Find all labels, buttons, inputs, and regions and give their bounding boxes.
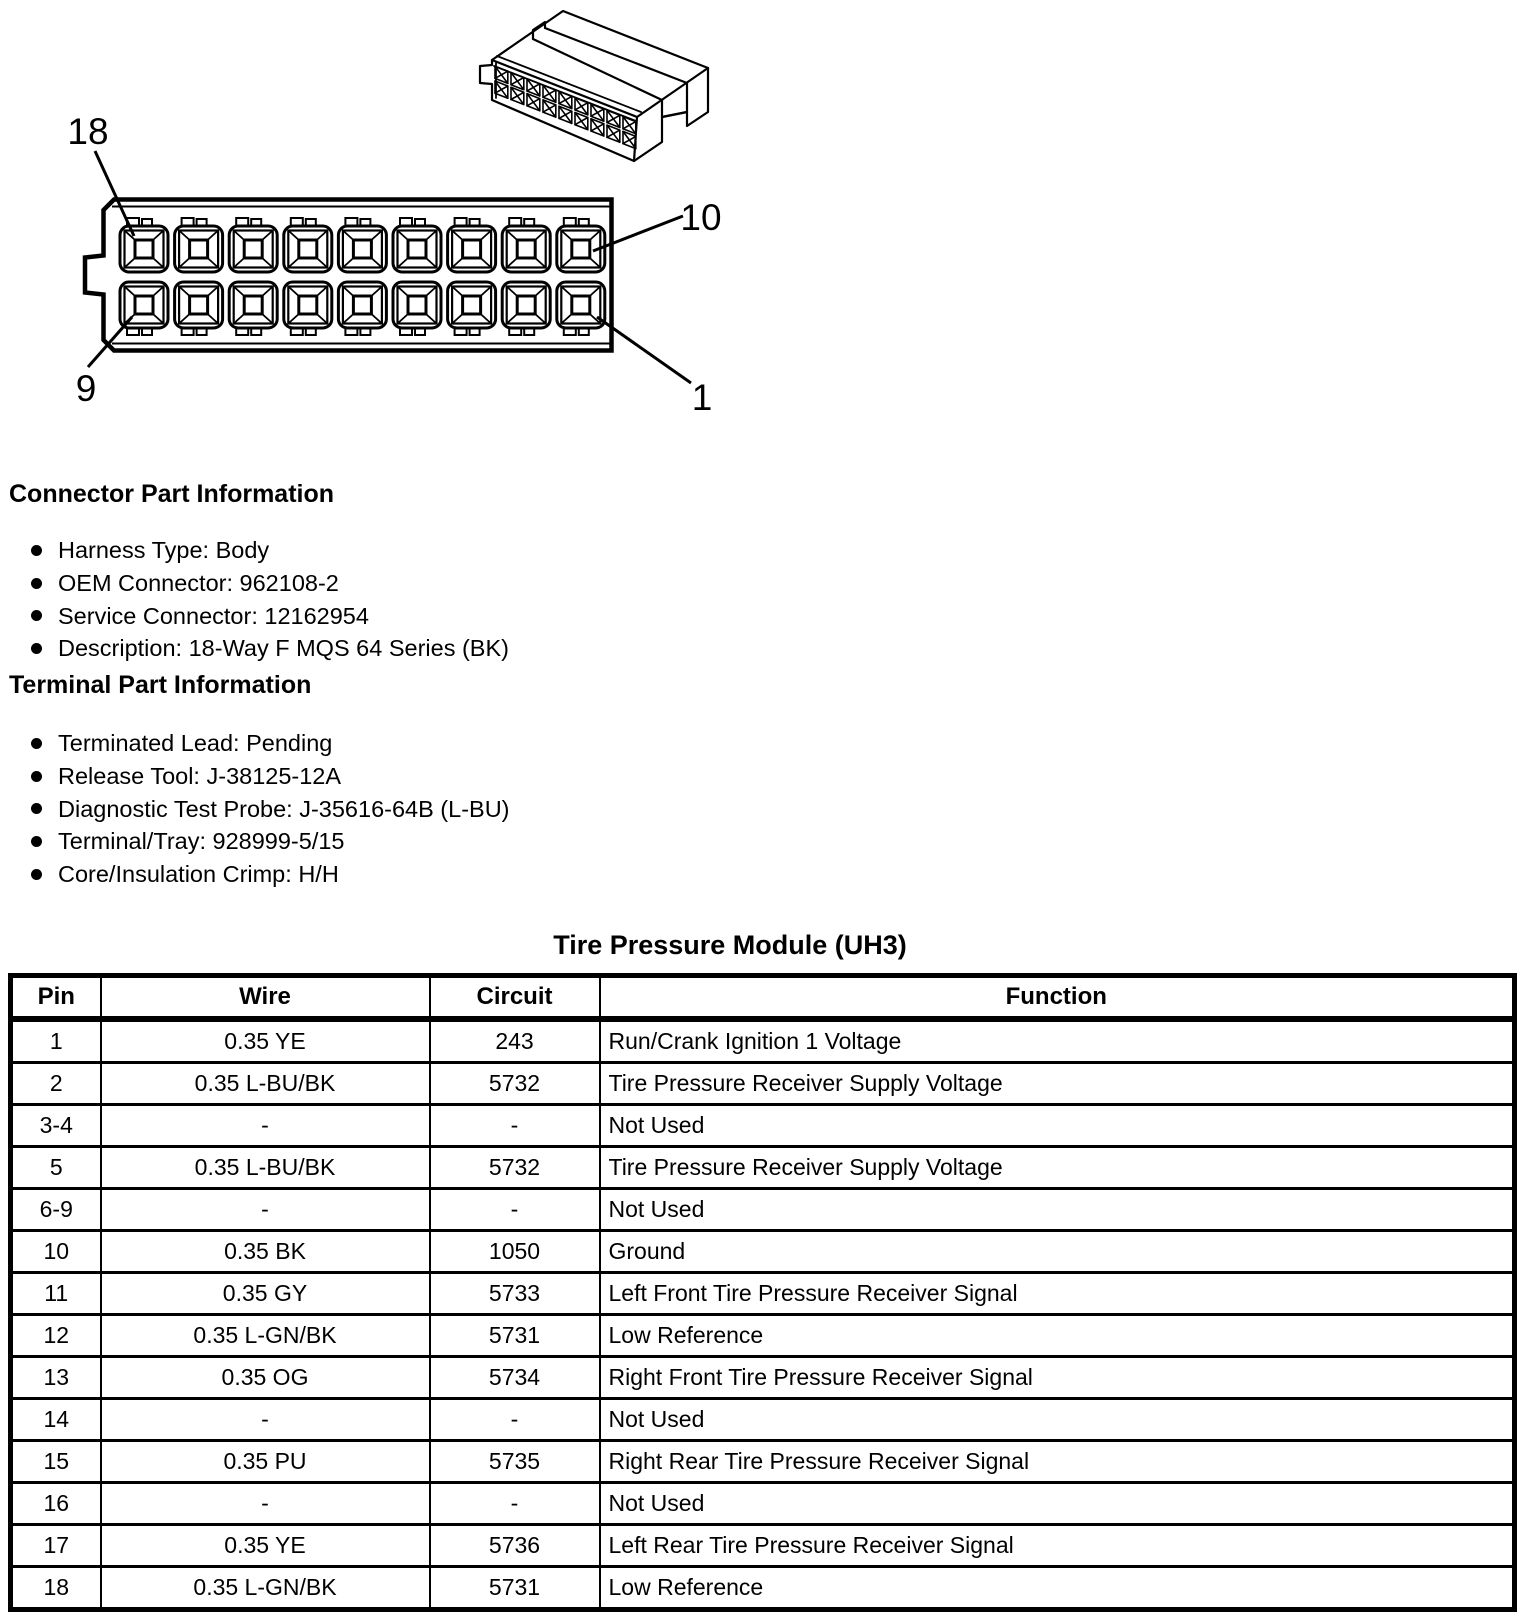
cell-circuit: 5731 [430, 1567, 600, 1610]
table-row [11, 1399, 1515, 1441]
info-bullet-item [0, 858, 760, 891]
info-bullet-item [0, 727, 760, 760]
cell-circuit: 5735 [430, 1441, 600, 1483]
cell-wire: - [101, 1399, 430, 1441]
connector-cavity [502, 218, 550, 272]
cell-wire: - [101, 1189, 430, 1231]
cell-wire: 0.35 GY [101, 1273, 430, 1315]
cell-pin: 5 [11, 1147, 101, 1189]
connector-cavity [175, 282, 223, 335]
cell-function: Run/Crank Ignition 1 Voltage [600, 1019, 1515, 1063]
info-bullet-item [0, 825, 760, 858]
cell-wire: 0.35 L-BU/BK [101, 1147, 430, 1189]
bullet-dot [31, 836, 42, 847]
pin-label-9: 9 [75, 368, 97, 409]
table-row [11, 1063, 1515, 1105]
terminal-info-list [0, 727, 760, 891]
cell-circuit: 5732 [430, 1147, 600, 1189]
cell-wire: 0.35 L-GN/BK [101, 1315, 430, 1357]
terminal-info-heading: Terminal Part Information [9, 671, 312, 699]
bullet-dot [31, 803, 42, 814]
cell-function: Not Used [600, 1483, 1515, 1525]
table-title: Tire Pressure Module (UH3) [553, 930, 907, 960]
cell-circuit: 5733 [430, 1273, 600, 1315]
cell-pin: 13 [11, 1357, 101, 1399]
cell-pin: 2 [11, 1063, 101, 1105]
cell-function: Low Reference [600, 1315, 1515, 1357]
header-circuit: Circuit [430, 976, 600, 1020]
cell-wire: 0.35 PU [101, 1441, 430, 1483]
info-bullet-item [0, 600, 760, 633]
connector-3d-view [480, 11, 708, 161]
cell-circuit: 5734 [430, 1357, 600, 1399]
cell-pin: 15 [11, 1441, 101, 1483]
cell-circuit: 5732 [430, 1063, 600, 1105]
table-header-row [11, 976, 1515, 1020]
cell-circuit: 1050 [430, 1231, 600, 1273]
bullet-text: Terminated Lead: Pending [58, 730, 333, 756]
info-bullet-item [0, 760, 760, 793]
cell-wire: - [101, 1483, 430, 1525]
bullet-text: OEM Connector: 962108-2 [58, 569, 339, 596]
cell-pin: 6-9 [11, 1189, 101, 1231]
cell-circuit: 5736 [430, 1525, 600, 1567]
cell-function: Tire Pressure Receiver Supply Voltage [600, 1147, 1515, 1189]
connector-cavity [229, 218, 277, 272]
bullet-dot [31, 738, 42, 749]
cell-wire: 0.35 YE [101, 1019, 430, 1063]
cell-function: Tire Pressure Receiver Supply Voltage [600, 1063, 1515, 1105]
connector-cavity [175, 218, 223, 272]
cell-function: Ground [600, 1231, 1515, 1273]
connector-info-heading: Connector Part Information [9, 480, 335, 508]
info-bullet-item [0, 632, 760, 665]
connector-cavity [120, 218, 168, 272]
table-row [11, 1273, 1515, 1315]
connector-info-list [0, 534, 760, 665]
connector-front-view [85, 151, 691, 383]
cell-circuit: 5731 [430, 1315, 600, 1357]
cell-function: Left Rear Tire Pressure Receiver Signal [600, 1525, 1515, 1567]
info-bullet-item [0, 793, 760, 826]
info-bullet-item [0, 534, 760, 567]
table-row [11, 1231, 1515, 1273]
connector-cavity [284, 218, 332, 272]
cell-function: Not Used [600, 1105, 1515, 1147]
table-row [11, 1147, 1515, 1189]
cell-pin: 18 [11, 1567, 101, 1610]
pin-label-10: 10 [680, 197, 722, 238]
header-wire: Wire [101, 976, 430, 1020]
cell-pin: 11 [11, 1273, 101, 1315]
table-row [11, 1483, 1515, 1525]
bullet-dot [31, 643, 42, 654]
connector-cavity [393, 282, 441, 335]
connector-figure [0, 0, 760, 440]
cell-circuit: - [430, 1189, 600, 1231]
connector-cavity [557, 282, 605, 335]
cell-circuit: - [430, 1105, 600, 1147]
cell-circuit: - [430, 1399, 600, 1441]
cell-function: Not Used [600, 1399, 1515, 1441]
cell-circuit: - [430, 1483, 600, 1525]
bullet-text: Description: 18-Way F MQS 64 Series (BK) [58, 635, 509, 662]
cell-wire: - [101, 1105, 430, 1147]
cell-function: Low Reference [600, 1567, 1515, 1610]
bullet-dot [31, 869, 42, 880]
cell-function: Right Front Tire Pressure Receiver Signal [600, 1357, 1515, 1399]
connector-cavity [229, 282, 277, 335]
header-function: Function [600, 976, 1515, 1020]
cell-pin: 14 [11, 1399, 101, 1441]
connector-cavity [338, 282, 386, 335]
cell-wire: 0.35 BK [101, 1231, 430, 1273]
connector-cavity [338, 218, 386, 272]
bullet-dot [31, 545, 42, 556]
cell-pin: 3-4 [11, 1105, 101, 1147]
table-row [11, 1525, 1515, 1567]
pin-label-1: 1 [691, 377, 713, 418]
connector-cavity [502, 282, 550, 335]
bullet-dot [31, 578, 42, 589]
info-bullet-item [0, 567, 760, 600]
cell-wire: 0.35 YE [101, 1525, 430, 1567]
connector-cavity [557, 218, 605, 272]
cell-wire: 0.35 L-BU/BK [101, 1063, 430, 1105]
cell-pin: 10 [11, 1231, 101, 1273]
cell-pin: 16 [11, 1483, 101, 1525]
bullet-text: Release Tool: J-38125-12A [58, 762, 342, 789]
table-row [11, 1189, 1515, 1231]
connector-cavity [448, 218, 496, 272]
bullet-dot [31, 610, 42, 621]
bullet-text: Terminal/Tray: 928999-5/15 [58, 828, 345, 855]
cell-pin: 12 [11, 1315, 101, 1357]
connector-cavity [393, 218, 441, 272]
cell-function: Left Front Tire Pressure Receiver Signal [600, 1273, 1515, 1315]
cell-function: Right Rear Tire Pressure Receiver Signal [600, 1441, 1515, 1483]
cell-wire: 0.35 L-GN/BK [101, 1567, 430, 1610]
cell-circuit: 243 [430, 1019, 600, 1063]
bullet-dot [31, 771, 42, 782]
connector-cavity [448, 282, 496, 335]
table-row [11, 1357, 1515, 1399]
bullet-text: Core/Insulation Crimp: H/H [58, 861, 339, 888]
table-row [11, 1441, 1515, 1483]
cell-wire: 0.35 OG [101, 1357, 430, 1399]
table-row [11, 1105, 1515, 1147]
bullet-text: Diagnostic Test Probe: J-35616-64B (L-BU) [58, 795, 510, 822]
table-row [11, 1019, 1515, 1063]
cell-pin: 17 [11, 1525, 101, 1567]
connector-cavity [284, 282, 332, 335]
pinout-table [8, 973, 1517, 1612]
bullet-text: Service Connector: 12162954 [58, 602, 369, 629]
header-pin: Pin [11, 976, 101, 1020]
cell-function: Not Used [600, 1189, 1515, 1231]
pin-label-18: 18 [67, 111, 109, 152]
table-row [11, 1567, 1515, 1610]
cell-pin: 1 [11, 1019, 101, 1063]
connector-cavity [120, 282, 168, 335]
table-row [11, 1315, 1515, 1357]
bullet-text: Harness Type: Body [58, 537, 270, 563]
